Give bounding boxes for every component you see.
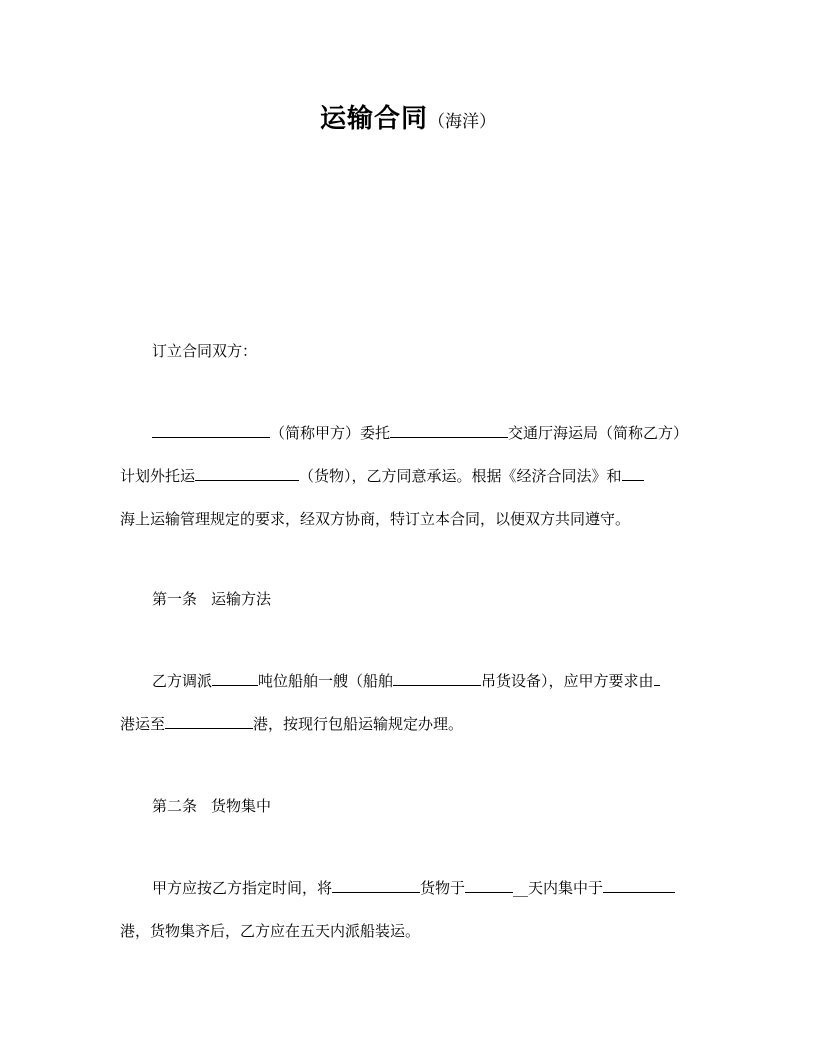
title-main: 运输合同 <box>319 104 428 134</box>
origin-port-blank[interactable] <box>654 671 660 686</box>
ship-equipment-blank[interactable] <box>393 671 481 686</box>
para1-text-a: （简称甲方）委托 <box>270 424 391 442</box>
goods-blank[interactable] <box>195 466 299 481</box>
article2-number: 第二条 <box>152 797 198 815</box>
article1-text-d: 港运至 <box>120 715 166 733</box>
article2-text-c: __天内集中于 <box>513 879 604 897</box>
province-blank[interactable] <box>390 423 508 438</box>
article1-line1 <box>152 671 700 691</box>
parties-label: 订立合同双方： <box>152 342 258 360</box>
gathering-port-blank[interactable] <box>603 878 675 893</box>
para1-text-d: （货物），乙方同意承运。根据《经济合同法》和 <box>299 467 622 485</box>
article1-text-e: 港，按现行包船运输规定办理。 <box>253 715 464 733</box>
article2-title: 货物集中 <box>211 797 272 815</box>
regulation-blank[interactable] <box>622 466 644 481</box>
article1-text-b: 吨位船舶一艘（船舶 <box>258 672 394 690</box>
para1-line1 <box>152 423 700 443</box>
article2-text-b: 货物于 <box>420 879 466 897</box>
article1-text-c: 吊货设备），应甲方要求由 <box>481 672 654 690</box>
tonnage-blank[interactable] <box>212 671 258 686</box>
article1-number: 第一条 <box>152 590 198 608</box>
party-a-blank[interactable] <box>152 423 270 438</box>
days-blank[interactable] <box>465 878 513 893</box>
para1-text-b: 交通厅海运局（简称乙方） <box>508 424 689 442</box>
article2-text-a: 甲方应按乙方指定时间，将 <box>152 879 333 897</box>
article1-line2 <box>120 714 700 734</box>
article2-heading <box>152 796 700 816</box>
article2-line1 <box>152 878 700 898</box>
article1-title: 运输方法 <box>211 590 272 608</box>
article1-text-a: 乙方调派 <box>152 672 213 690</box>
destination-port-blank[interactable] <box>165 714 253 729</box>
article2-line2: 港，货物集齐后，乙方应在五天内派船装运。 <box>120 922 421 940</box>
document-title <box>0 98 816 135</box>
cargo-blank[interactable] <box>332 878 420 893</box>
para1-line2 <box>120 466 700 486</box>
para1-line3: 海上运输管理规定的要求，经双方协商，特订立本合同，以便双方共同遵守。 <box>120 510 631 528</box>
title-sub: （海洋） <box>428 112 496 132</box>
para1-text-c: 计划外托运 <box>120 467 196 485</box>
article1-heading <box>152 589 700 609</box>
